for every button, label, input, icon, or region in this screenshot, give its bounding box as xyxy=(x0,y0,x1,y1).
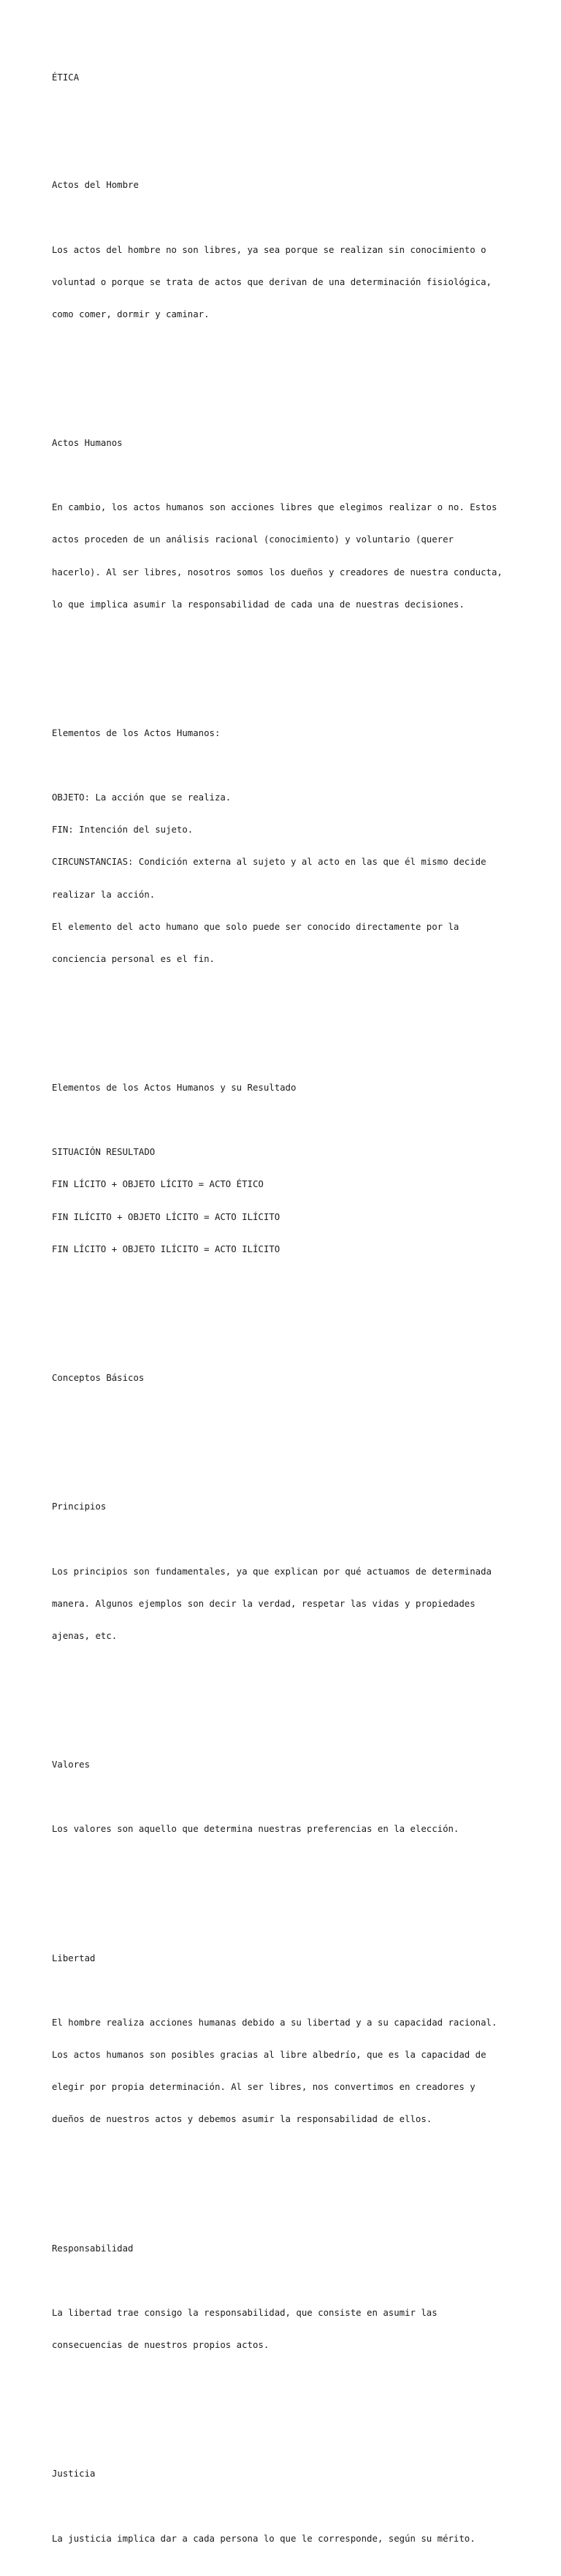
section-justicia xyxy=(52,2447,519,2566)
section-heading: Justicia xyxy=(52,2469,96,2480)
spacer xyxy=(52,1856,519,1867)
paragraph-line: Los actos del hombre no son libres, ya sea porque se realizan sin conocimiento o xyxy=(52,244,486,255)
spacer xyxy=(52,1534,519,1545)
paragraph-line: CIRCUNSTANCIAS: Condición externa al sujeto y al acto en las que él mismo decide xyxy=(52,857,486,868)
paragraph-line: elegir por propia determinación. Al ser libres, nos convertimos en creadores y xyxy=(52,2082,476,2093)
section-heading: Principios xyxy=(52,1501,107,1512)
table-row-line: FIN LÍCITO + OBJETO ILÍCITO = ACTO ILÍCITO xyxy=(52,1243,280,1254)
section-actos-del-hombre xyxy=(52,159,519,374)
section-heading: Valores xyxy=(52,1759,91,1770)
paragraph-line: OBJETO: La acción que se realiza. xyxy=(52,792,232,803)
section-actos-humanos xyxy=(52,417,519,664)
paragraph-line: manera. Algunos ejemplos son decir la verdad, respetar las vidas y propiedades xyxy=(52,1598,476,1609)
section-heading: Actos del Hombre xyxy=(52,180,139,191)
paragraph-line: consecuencias de nuestros propios actos. xyxy=(52,2339,270,2350)
section-elementos xyxy=(52,707,519,1018)
section-heading: Actos Humanos xyxy=(52,438,123,449)
paragraph-line: ajenas, etc. xyxy=(52,1630,118,1641)
paragraph-line: voluntad o porque se trata de actos que derivan de una determinación fisiológica, xyxy=(52,276,492,287)
section-heading: Elementos de los Actos Humanos: xyxy=(52,728,221,739)
paragraph-line: El elemento del acto humano que solo puede ser conocido directamente por la xyxy=(52,921,459,932)
paragraph-line: La justicia implica dar a cada persona lo que le corresponde, según su mérito. xyxy=(52,2533,476,2544)
paragraph-line: como comer, dormir y caminar. xyxy=(52,308,210,319)
spacer xyxy=(52,2501,519,2512)
section-heading: Conceptos Básicos xyxy=(52,1373,145,1383)
spacer xyxy=(52,341,519,352)
spacer xyxy=(52,760,519,771)
paragraph-line: Los actos humanos son posibles gracias al libre albedrío, que es la capacidad de xyxy=(52,2050,486,2061)
paragraph-line: conciencia personal es el fin. xyxy=(52,953,215,964)
table-header-line: SITUACIÓN RESULTADO xyxy=(52,1147,156,1158)
section-principios xyxy=(52,1480,519,1695)
spacer xyxy=(52,470,519,481)
section-valores xyxy=(52,1738,519,1889)
spacer xyxy=(52,2372,519,2383)
spacer xyxy=(52,2276,519,2287)
table-row-line: FIN LÍCITO + OBJETO LÍCITO = ACTO ÉTICO xyxy=(52,1179,264,1190)
section-resultado xyxy=(52,1061,519,1308)
paragraph-line: realizar la acción. xyxy=(52,889,156,900)
section-heading: Responsabilidad xyxy=(52,2243,134,2254)
section-libertad xyxy=(52,1931,519,2178)
document-page xyxy=(52,51,519,2576)
spacer xyxy=(52,1792,519,1803)
paragraph-line: FIN: Intención del sujeto. xyxy=(52,825,194,836)
table-row-line: FIN ILÍCITO + OBJETO LÍCITO = ACTO ILÍCITO xyxy=(52,1211,280,1222)
paragraph-line: lo que implica asumir la responsabilidad de cada una de nuestras decisiones. xyxy=(52,599,465,610)
document-title: ÉTICA xyxy=(52,72,80,83)
spacer xyxy=(52,213,519,224)
section-heading: Elementos de los Actos Humanos y su Resultado xyxy=(52,1083,297,1094)
spacer xyxy=(52,1115,519,1126)
paragraph-line: Los principios son fundamentales, ya que explican por qué actuamos de determinada xyxy=(52,1566,492,1577)
paragraph-line: Los valores son aquello que determina nuestras preferencias en la elección. xyxy=(52,1824,459,1835)
paragraph-line: dueños de nuestros actos y debemos asumir la responsabilidad de ellos. xyxy=(52,2114,432,2125)
spacer xyxy=(52,1985,519,1996)
spacer xyxy=(52,986,519,997)
section-heading: Libertad xyxy=(52,1952,96,1963)
spacer xyxy=(52,2146,519,2157)
paragraph-line: actos proceden de un análisis racional (conocimiento) y voluntario (querer xyxy=(52,534,454,545)
paragraph-line: El hombre realiza acciones humanas debido a su libertad y a su capacidad racional. xyxy=(52,2017,497,2028)
spacer xyxy=(52,105,519,116)
spacer xyxy=(52,1663,519,1674)
spacer xyxy=(52,1276,519,1287)
section-responsabilidad xyxy=(52,2221,519,2404)
spacer xyxy=(52,1405,519,1416)
spacer xyxy=(52,632,519,643)
paragraph-line: hacerlo). Al ser libres, nosotros somos los dueños y creadores de nuestra conducta, xyxy=(52,567,503,577)
section-conceptos-basicos xyxy=(52,1352,519,1438)
paragraph-line: La libertad trae consigo la responsabilidad, que consiste en asumir las xyxy=(52,2307,438,2318)
paragraph-line: En cambio, los actos humanos son acciones libres que elegimos realizar o no. Estos xyxy=(52,502,497,513)
